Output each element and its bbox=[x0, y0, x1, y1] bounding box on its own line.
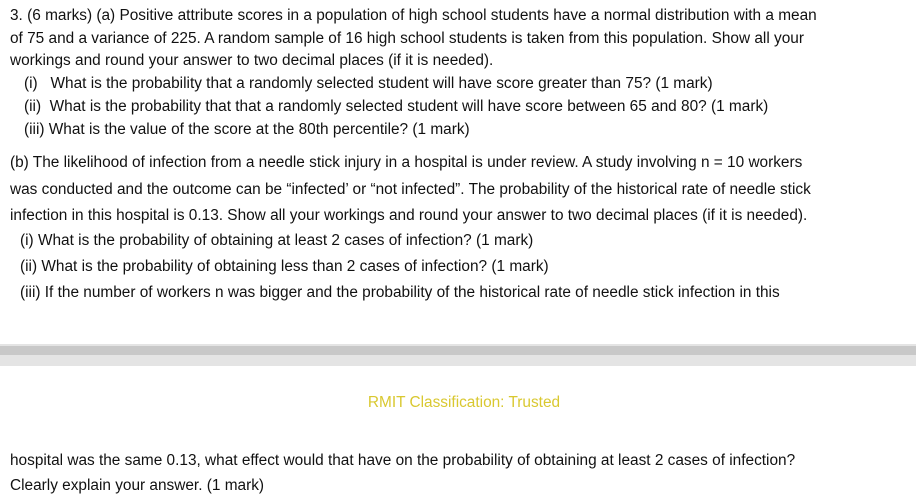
question-a-subpart-i: (i) What is the probability that a randomly selected student will have score greater than 75? (1 mark) bbox=[24, 75, 713, 92]
question-b-line: (b) The likelihood of infection from a needle stick injury in a hospital is under review. A study involving n = 10 workers bbox=[10, 154, 803, 171]
question-b-line: infection in this hospital is 0.13. Show all your workings and round your answer to two decimal places (if it is needed). bbox=[10, 207, 808, 224]
question-a-subpart-iii: (iii) What is the value of the score at the 80th percentile? (1 mark) bbox=[24, 121, 470, 138]
question-b-continuation-line: hospital was the same 0.13, what effect would that have on the probability of obtaining at least 2 cases of infection? bbox=[10, 452, 796, 469]
question-b-subpart-iii: (iii) If the number of workers n was bigger and the probability of the historical rate of needle stick infection in this bbox=[20, 284, 780, 301]
question-a-line: 3. (6 marks) (a) Positive attribute scores in a population of high school students have a normal distribution with a mean bbox=[10, 7, 817, 24]
question-b-subpart-i: (i) What is the probability of obtaining at least 2 cases of infection? (1 mark) bbox=[20, 232, 534, 249]
page-divider bbox=[0, 346, 916, 355]
question-a-line: of 75 and a variance of 225. A random sample of 16 high school students is taken from this population. Show all your bbox=[10, 30, 804, 47]
classification-label: RMIT Classification: Trusted bbox=[367, 394, 561, 411]
question-b-line: was conducted and the outcome can be “infected’ or “not infected”. The probability of the historical rate of needle stick bbox=[10, 181, 811, 198]
question-a-line: workings and round your answer to two decimal places (if it is needed). bbox=[10, 52, 494, 69]
question-a-subpart-ii: (ii) What is the probability that that a randomly selected student will have score between 65 and 80? (1 mark) bbox=[24, 98, 769, 115]
question-b-continuation-line: Clearly explain your answer. (1 mark) bbox=[10, 477, 265, 494]
question-b-subpart-ii: (ii) What is the probability of obtaining less than 2 cases of infection? (1 mark) bbox=[20, 258, 549, 275]
